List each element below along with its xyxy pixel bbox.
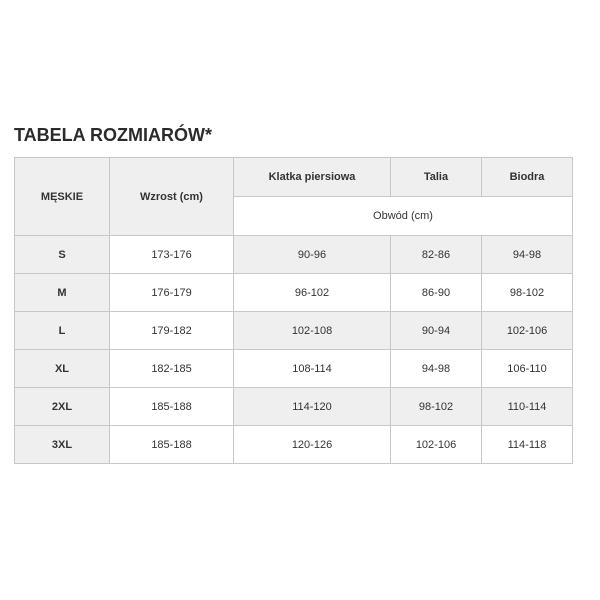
- hips-cell: 106-110: [482, 350, 573, 388]
- hips-cell: 114-118: [482, 426, 573, 464]
- height-cell: 173-176: [110, 236, 234, 274]
- header-category: MĘSKIE: [15, 158, 110, 236]
- size-cell: M: [15, 274, 110, 312]
- table-row: [15, 274, 573, 312]
- size-cell: 2XL: [15, 388, 110, 426]
- waist-cell: 94-98: [391, 350, 482, 388]
- header-hips: Biodra: [482, 158, 573, 197]
- table-row: [15, 388, 573, 426]
- height-cell: 179-182: [110, 312, 234, 350]
- waist-cell: 98-102: [391, 388, 482, 426]
- chest-cell: 120-126: [234, 426, 391, 464]
- size-cell: XL: [15, 350, 110, 388]
- table-row: [15, 350, 573, 388]
- page-title: TABELA ROZMIARÓW*: [14, 125, 212, 145]
- hips-cell: 102-106: [482, 312, 573, 350]
- table-row: [15, 426, 573, 464]
- waist-cell: 86-90: [391, 274, 482, 312]
- size-cell: L: [15, 312, 110, 350]
- height-cell: 182-185: [110, 350, 234, 388]
- chest-cell: 96-102: [234, 274, 391, 312]
- size-table: [14, 157, 573, 464]
- size-cell: 3XL: [15, 426, 110, 464]
- waist-cell: 102-106: [391, 426, 482, 464]
- height-cell: 176-179: [110, 274, 234, 312]
- chest-cell: 108-114: [234, 350, 391, 388]
- header-height: Wzrost (cm): [110, 158, 234, 236]
- table-row: [15, 312, 573, 350]
- height-cell: 185-188: [110, 388, 234, 426]
- header-waist: Talia: [391, 158, 482, 197]
- header-circumference: Obwód (cm): [234, 197, 573, 236]
- chest-cell: 102-108: [234, 312, 391, 350]
- hips-cell: 94-98: [482, 236, 573, 274]
- waist-cell: 90-94: [391, 312, 482, 350]
- chest-cell: 90-96: [234, 236, 391, 274]
- header-chest: Klatka piersiowa: [234, 158, 391, 197]
- waist-cell: 82-86: [391, 236, 482, 274]
- table-row: [15, 236, 573, 274]
- hips-cell: 110-114: [482, 388, 573, 426]
- height-cell: 185-188: [110, 426, 234, 464]
- hips-cell: 98-102: [482, 274, 573, 312]
- size-cell: S: [15, 236, 110, 274]
- chest-cell: 114-120: [234, 388, 391, 426]
